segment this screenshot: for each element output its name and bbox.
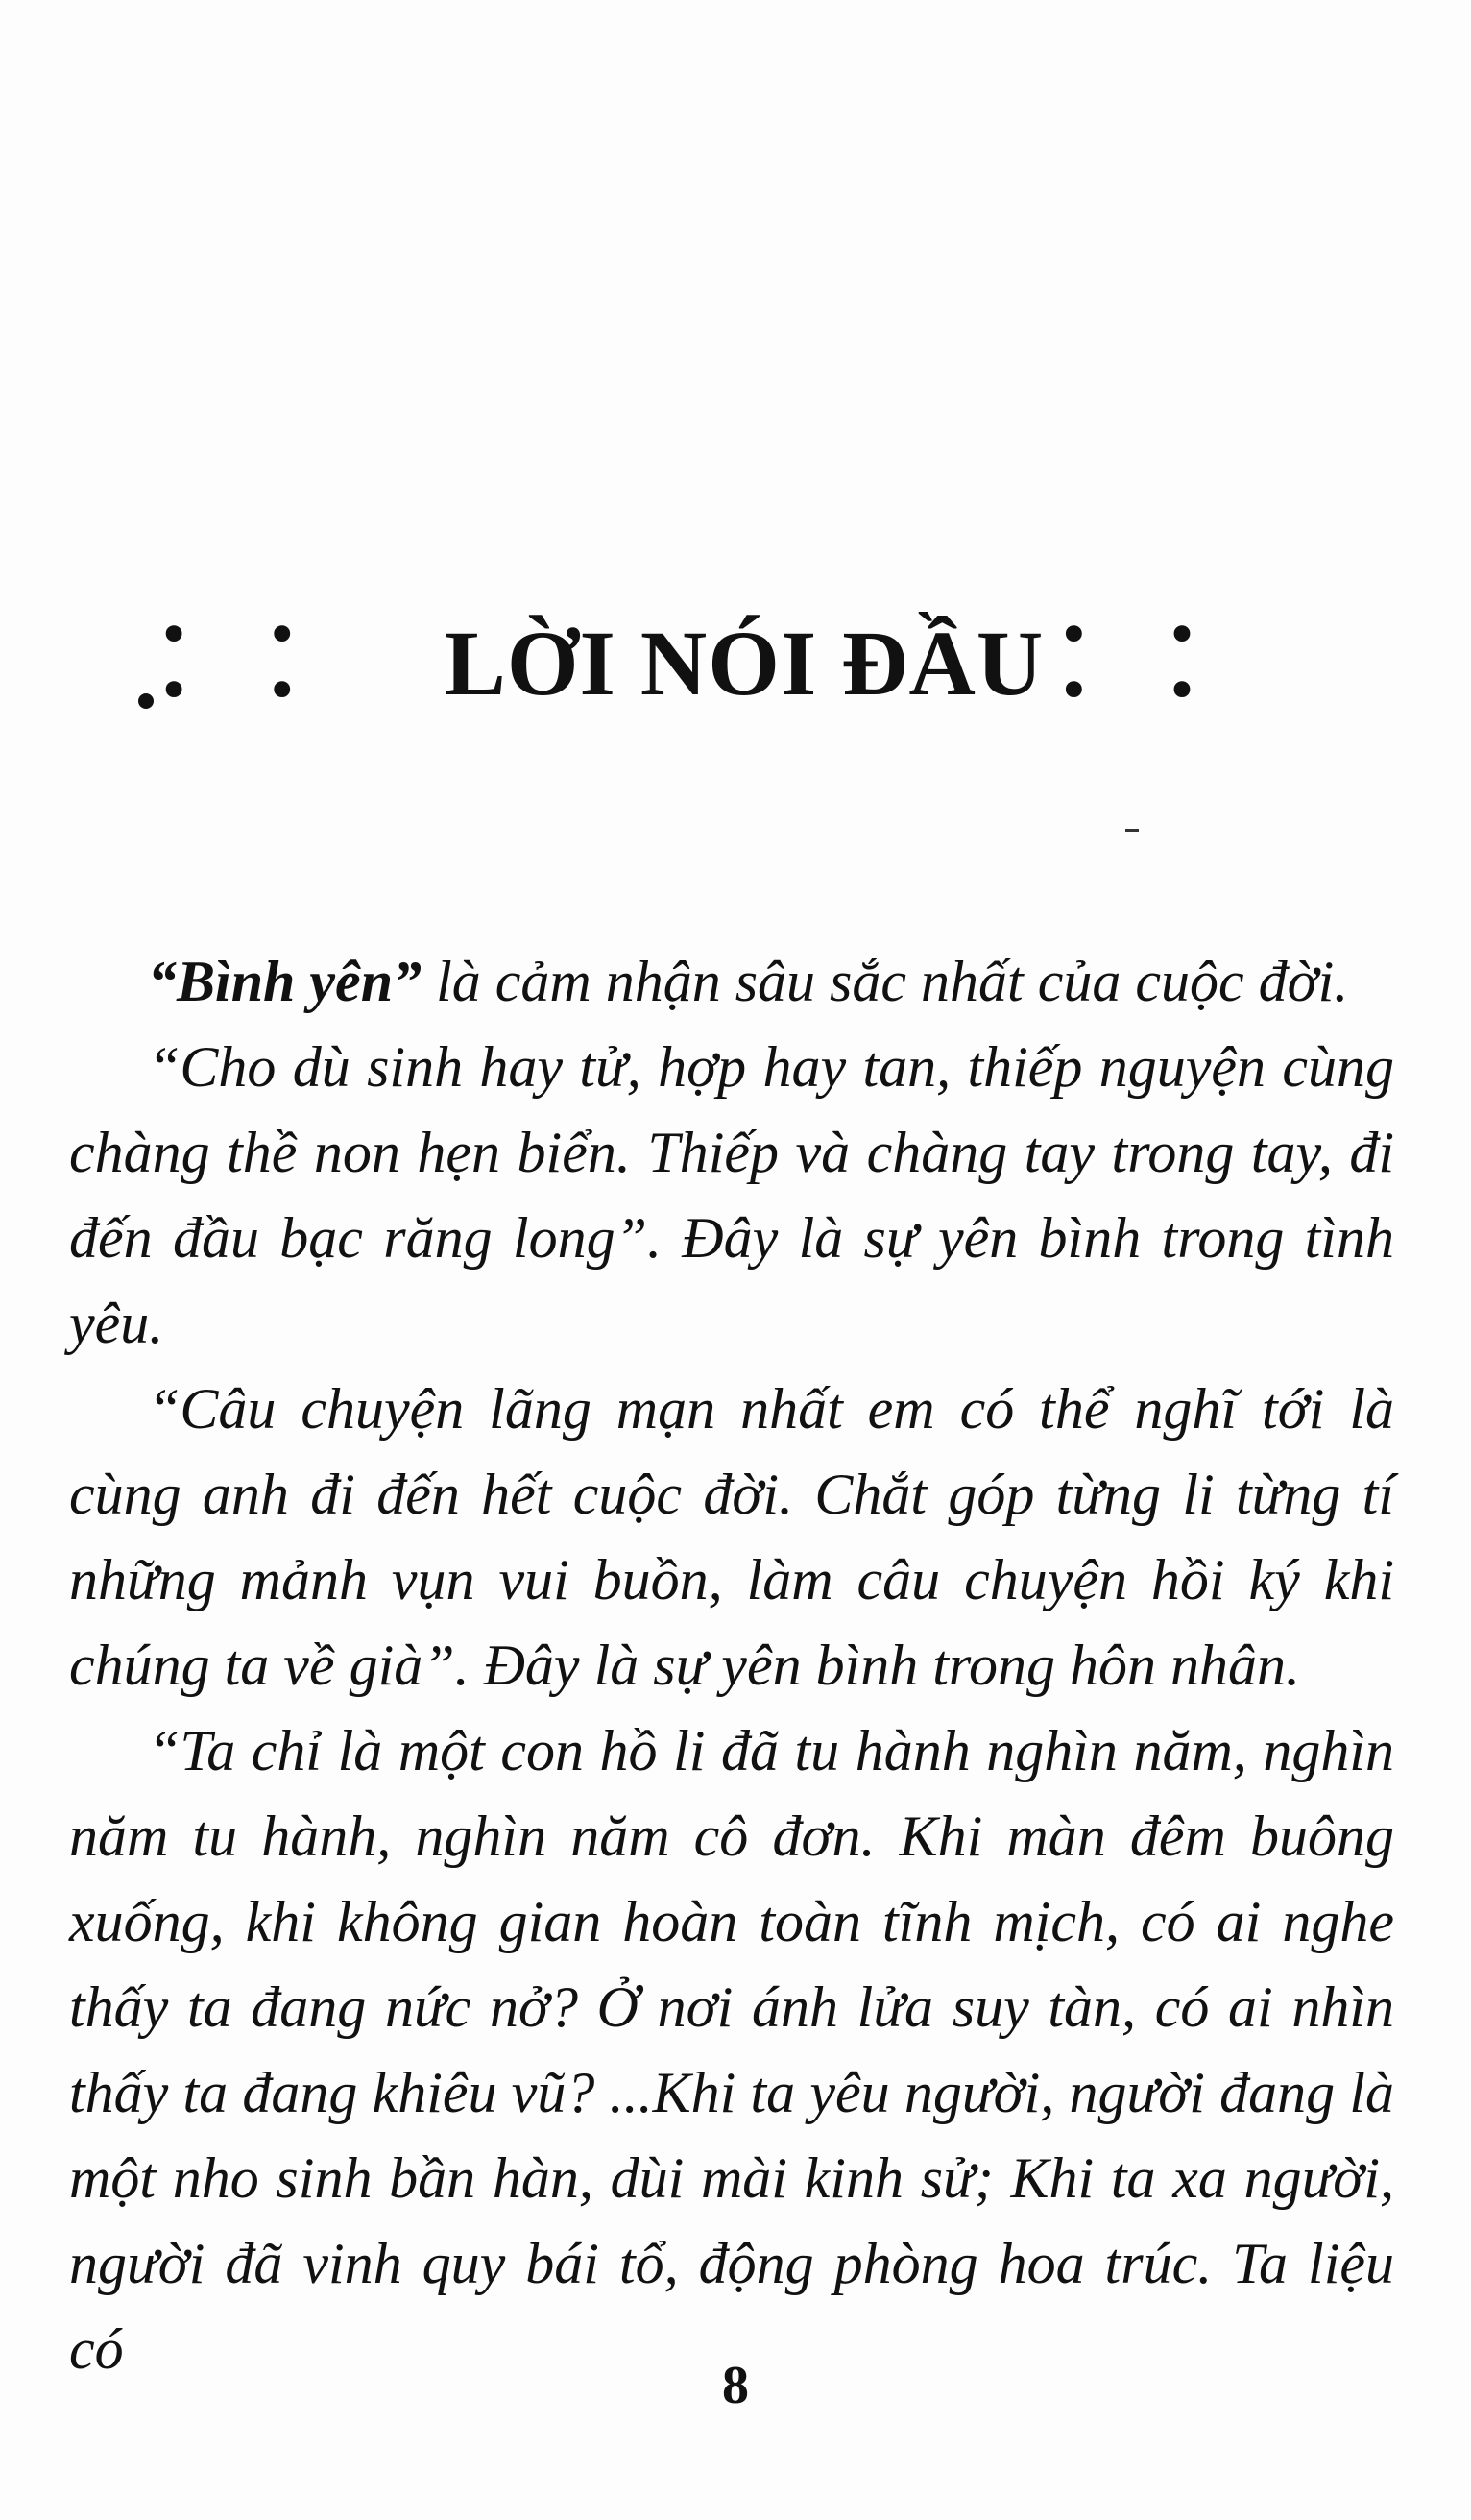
- stray-dot-mark: [138, 693, 154, 709]
- print-speck: [1125, 829, 1139, 832]
- paragraph-2: “Cho dù sinh hay tử, hợp hay tan, thiếp nguyện cùng chàng thề non hẹn biển. Thiếp và chàng tay trong tay, đi đến đầu bạc răng long”. Đây là sự yên bình trong tình yêu.: [69, 1035, 1394, 1355]
- heading-right-dots: • • • •: [1057, 602, 1228, 723]
- paragraph-4: “Ta chỉ là một con hồ li đã tu hành nghìn năm, nghìn năm tu hành, nghìn năm cô đơn. Khi màn đêm buông xuống, khi không gian hoàn toàn tĩnh mịch, có ai nghe thấy ta đang nức nở? Ở nơi ánh lửa suy tàn, có ai nhìn thấy ta đang khiêu vũ? ...Khi ta yêu người, người đang là một nho sinh bần hàn, dùi mài kinh sử; Khi ta xa người, người đã vinh quy bái tổ, động phòng hoa trúc. Ta liệu có: [69, 1719, 1394, 2381]
- heading-title: LỜI NÓI ĐẦU: [444, 611, 1045, 715]
- chapter-heading: [144, 600, 1344, 725]
- page-number: 8: [722, 2356, 749, 2415]
- preface-body: [69, 939, 1394, 2392]
- paragraph-1-rest: là cảm nhận sâu sắc nhất của cuộc đời.: [422, 950, 1349, 1013]
- paragraph-3: “Câu chuyện lãng mạn nhất em có thể nghĩ tới là cùng anh đi đến hết cuộc đời. Chắt góp từng li từng tí những mảnh vụn vui buồn, làm câu chuyện hồi ký khi chúng ta về già”. Đây là sự yên bình trong hôn nhân.: [69, 1377, 1394, 1697]
- heading-left-dots: • • • •: [157, 602, 327, 723]
- lead-quote: “Bình yên”: [148, 950, 422, 1013]
- paragraph-1: [69, 939, 1394, 1025]
